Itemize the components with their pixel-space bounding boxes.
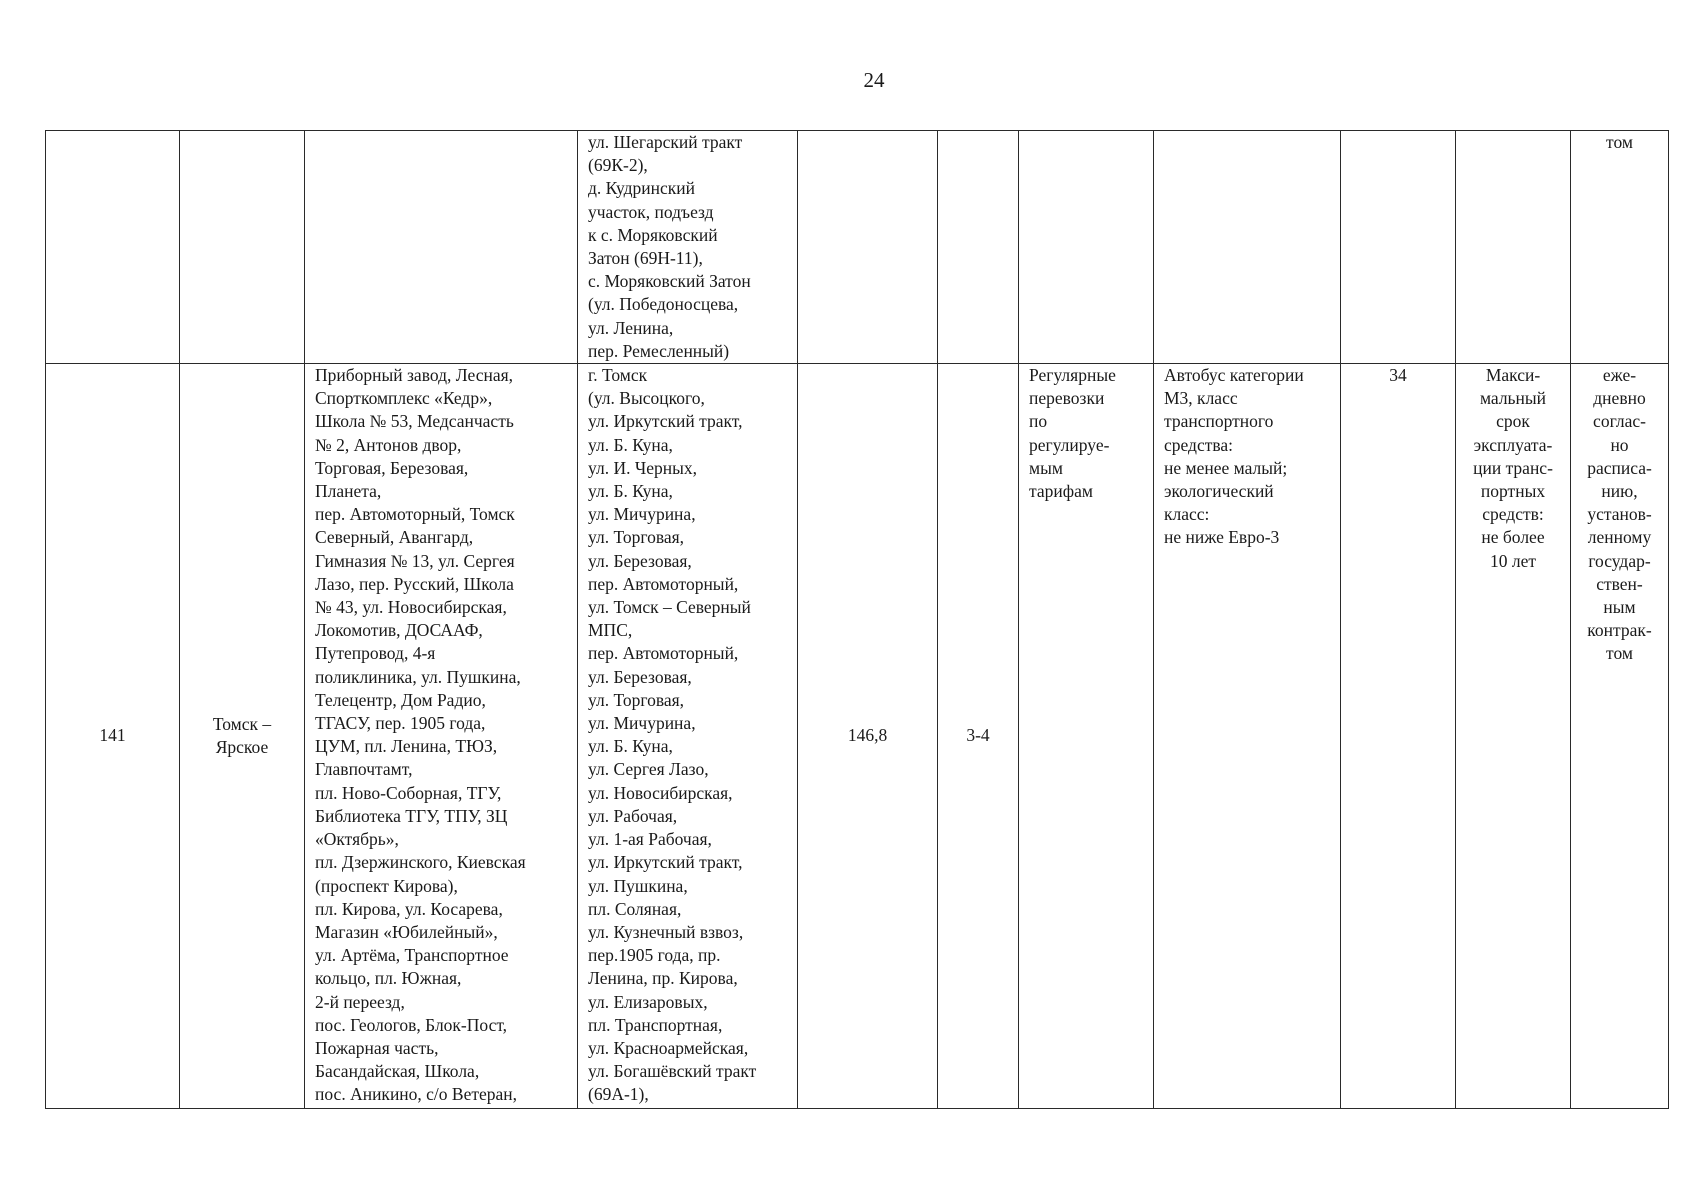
table-row-continuation <box>46 131 1669 364</box>
cell-stops <box>305 131 578 364</box>
cell-vehicle: Автобус категории М3, класс транспортного средства: не менее малый; экологический класс: не ниже Евро-3 <box>1154 364 1341 1109</box>
cell-stops: Приборный завод, Лесная, Спорткомплекс «Кедр», Школа № 53, Медсанчасть № 2, Антонов двор, Торговая, Березовая, Планета, пер. Автомоторный, Томск Северный, Авангард, Гимназия № 13, ул. Сергея Лазо, пер. Русский, Школа № 43, ул. Новосибирская, Локомотив, ДОСААФ, Путепровод, 4-я поликлиника, ул. Пушкина, Телецентр, Дом Радио, ТГАСУ, пер. 1905 года, ЦУМ, пл. Ленина, ТЮЗ, Главпочтамт, пл. Ново-Соборная, ТГУ, Библиотека ТГУ, ТПУ, ЗЦ «Октябрь», пл. Дзержинского, Киевская (проспект Кирова), пл. Кирова, ул. Косарева, Магазин «Юбилейный», ул. Артёма, Транспортное кольцо, пл. Южная, 2-й переезд, пос. Геологов, Блок-Пост, Пожарная часть, Басандайская, Школа, пос. Аникино, с/о Ветеран, <box>305 364 578 1109</box>
cell-length <box>798 131 938 364</box>
cell-route-number: 141 <box>46 364 180 1109</box>
cell-vehicle-count <box>1341 131 1456 364</box>
cell-route-name <box>180 131 305 364</box>
cell-streets: г. Томск (ул. Высоцкого, ул. Иркутский тракт, ул. Б. Куна, ул. И. Черных, ул. Б. Куна, ул. Мичурина, ул. Торговая, ул. Березовая, пер. Автомоторный, ул. Томск – Северный МПС, пер. Автомоторный, ул. Березовая, ул. Торговая, ул. Мичурина, ул. Б. Куна, ул. Сергея Лазо, ул. Новосибирская, ул. Рабочая, ул. 1-ая Рабочая, ул. Иркутский тракт, ул. Пушкина, пл. Соляная, ул. Кузнечный взвоз, пер.1905 года, пр. Ленина, пр. Кирова, ул. Елизаровых, пл. Транспортная, ул. Красноармейская, ул. Богашёвский тракт (69А-1), <box>578 364 798 1109</box>
page-number: 24 <box>863 68 885 92</box>
cell-stops-count <box>938 131 1019 364</box>
cell-transport-type <box>1019 131 1154 364</box>
cell-schedule: еже- дневно соглас- но расписа- нию, установ- ленному государ- ствен- ным контрак- том <box>1571 364 1669 1109</box>
cell-vehicle-age <box>1456 131 1571 364</box>
cell-vehicle-age: Макси- мальный срок эксплуата- ции транс- портных средств: не более 10 лет <box>1456 364 1571 1109</box>
cell-stops-count: 3-4 <box>938 364 1019 1109</box>
cell-vehicle <box>1154 131 1341 364</box>
cell-transport-type: Регулярные перевозки по регулируе- мым тарифам <box>1019 364 1154 1109</box>
cell-streets: ул. Шегарский тракт (69К-2), д. Кудринский участок, подъезд к с. Моряковский Затон (69Н-11), с. Моряковский Затон (ул. Победоносцева, ул. Ленина, пер. Ремесленный) <box>578 131 798 364</box>
table-row-route-141 <box>46 364 1669 1109</box>
cell-route-name: Томск – Ярское <box>180 364 305 1109</box>
cell-schedule: том <box>1571 131 1669 364</box>
route-table <box>45 130 1669 1109</box>
cell-length: 146,8 <box>798 364 938 1109</box>
cell-route-number <box>46 131 180 364</box>
cell-vehicle-count: 34 <box>1341 364 1456 1109</box>
